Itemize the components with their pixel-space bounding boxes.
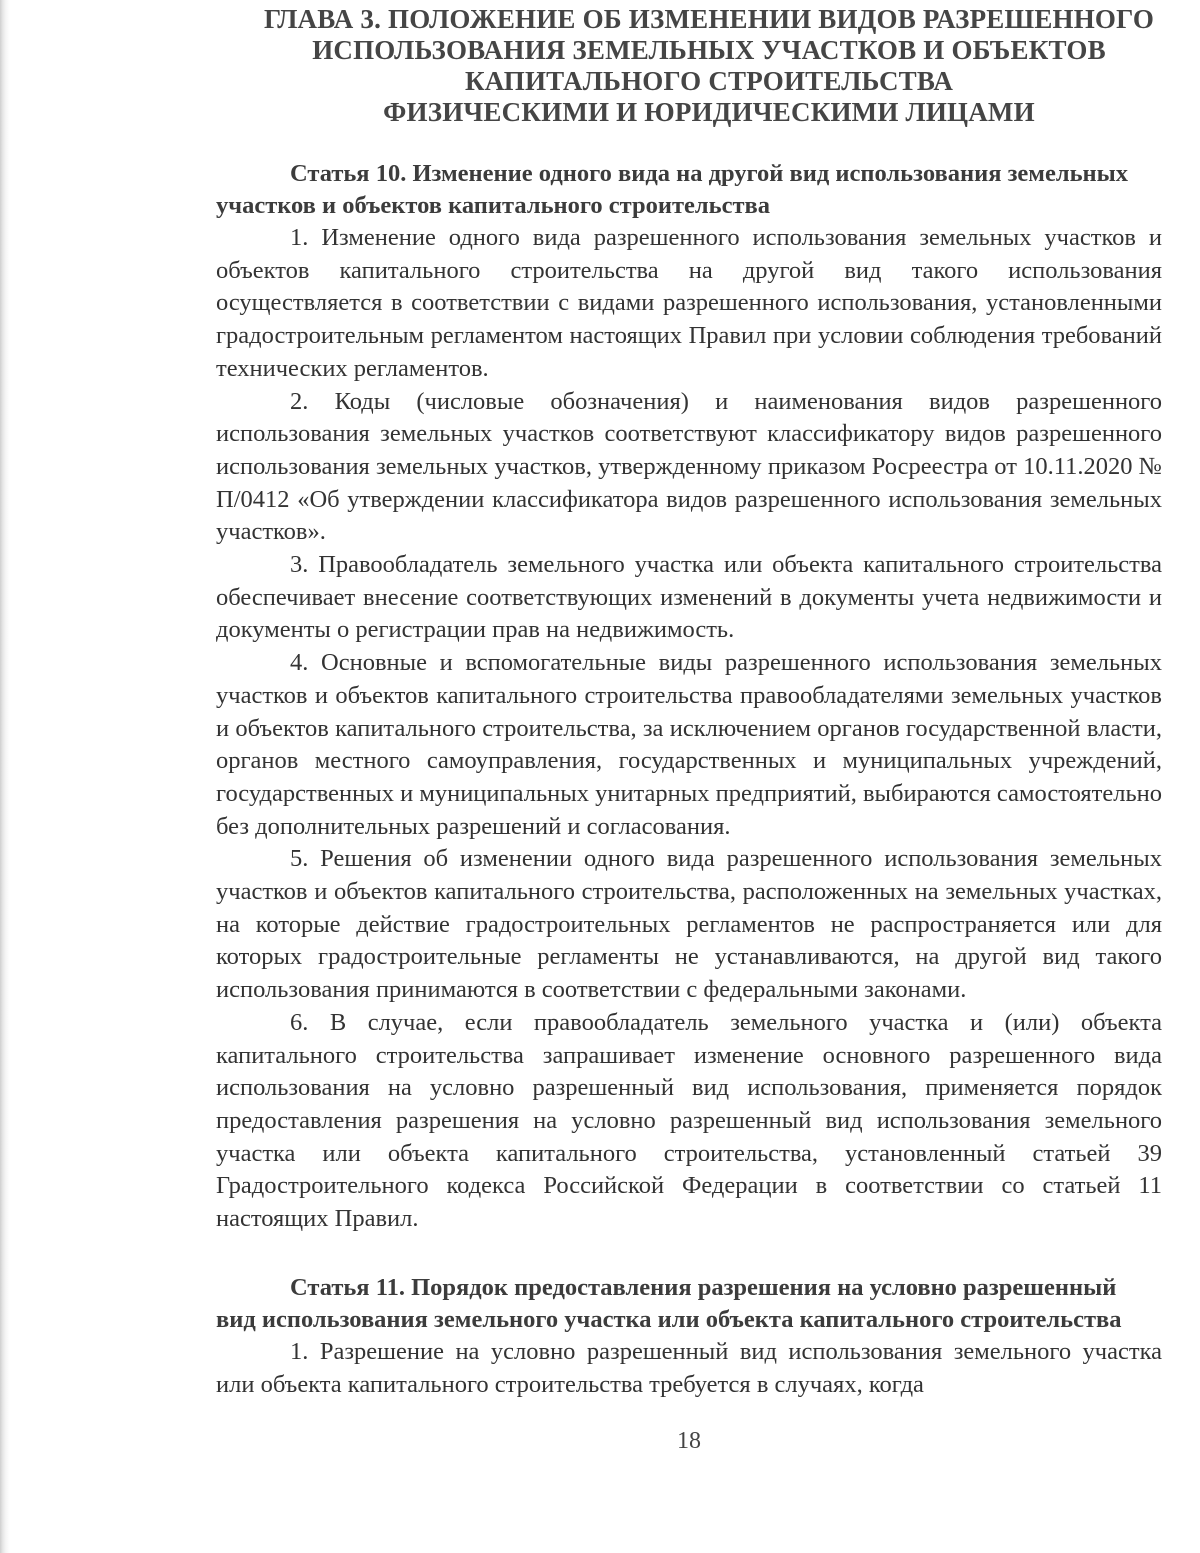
article-11-heading: Статья 11. Порядок предоставления разрешения на условно разрешенный вид использования земельного участка или объекта капитального строительства (216, 1273, 1122, 1333)
article-10-paragraph-4: 4. Основные и вспомогательные виды разрешенного использования земельных участков и объектов капитального строительства правообладателями земельных участков и объектов капитального строительства, за исключением органов государственной власти, органов местного самоуправления, государственных и муниципальных учреждений, государственных и муниципальных унитарных предприятий, выбираются самостоятельно без дополнительных разрешений и согласования. (216, 649, 1162, 840)
chapter-title-line: ГЛАВА 3. ПОЛОЖЕНИЕ ОБ ИЗМЕНЕНИИ ВИДОВ РАЗРЕШЕННОГО (263, 4, 1155, 34)
chapter-title (256, 4, 1162, 128)
article-11-paragraph-1: 1. Разрешение на условно разрешенный вид использования земельного участка или объекта капитального строительства требуется в случаях, когда (216, 1337, 1162, 1398)
document-page (216, 4, 1162, 1549)
article-10-heading: Статья 10. Изменение одного вида на другой вид использования земельных участков и объектов капитального строительства (216, 160, 1129, 219)
article-11 (216, 1272, 1162, 1401)
article-10-paragraph-2: 2. Коды (числовые обозначения) и наименования видов разрешенного использования земельных участков соответствуют классификатору видов разрешенного использования земельных участков, утвержденному приказом Росреестра от 10.11.2020 № П/0412 «Об утверждении классификатора видов разрешенного использования земельных участков». (216, 387, 1162, 546)
scan-shadow-edge (0, 0, 10, 1553)
page-number: 18 (677, 1428, 701, 1454)
article-10 (216, 158, 1162, 1236)
article-10-paragraph-1: 1. Изменение одного вида разрешенного использования земельных участков и объектов капитального строительства на другой вид такого использования осуществляется в соответствии с видами разрешенного использования, установленными градостроительным регламентом настоящих Правил при условии соблюдения требований технических регламентов. (216, 224, 1162, 382)
chapter-title-line: ФИЗИЧЕСКИМИ И ЮРИДИЧЕСКИМИ ЛИЦАМИ (383, 97, 1035, 127)
article-10-paragraph-6: 6. В случае, если правообладатель земельного участка и (или) объекта капитального строительства запрашивает изменение основного разрешенного вида использования на условно разрешенный вид использования, применяется порядок предоставления разрешения на условно разрешенный вид использования земельного участка или объекта капитального строительства, установленный статьей 39 Градостроительного кодекса Российской Федерации в соответствии со статьей 11 настоящих Правил. (216, 1008, 1162, 1233)
chapter-title-line: КАПИТАЛЬНОГО СТРОИТЕЛЬСТВА (464, 66, 954, 96)
article-10-paragraph-3: 3. Правообладатель земельного участка или объекта капитального строительства обеспечивает внесение соответствующих изменений в документы учета недвижимости и документы о регистрации прав на недвижимость. (216, 551, 1162, 644)
article-10-paragraph-5: 5. Решения об изменении одного вида разрешенного использования земельных участков и объектов капитального строительства, расположенных на земельных участках, на которые действие градостроительных регламентов не распространяется или для которых градостроительные регламенты не устанавливаются, на другой вид такого использования принимаются в соответствии с федеральными законами. (216, 845, 1162, 1004)
chapter-title-line: ИСПОЛЬЗОВАНИЯ ЗЕМЕЛЬНЫХ УЧАСТКОВ И ОБЪЕКТОВ (312, 35, 1106, 65)
